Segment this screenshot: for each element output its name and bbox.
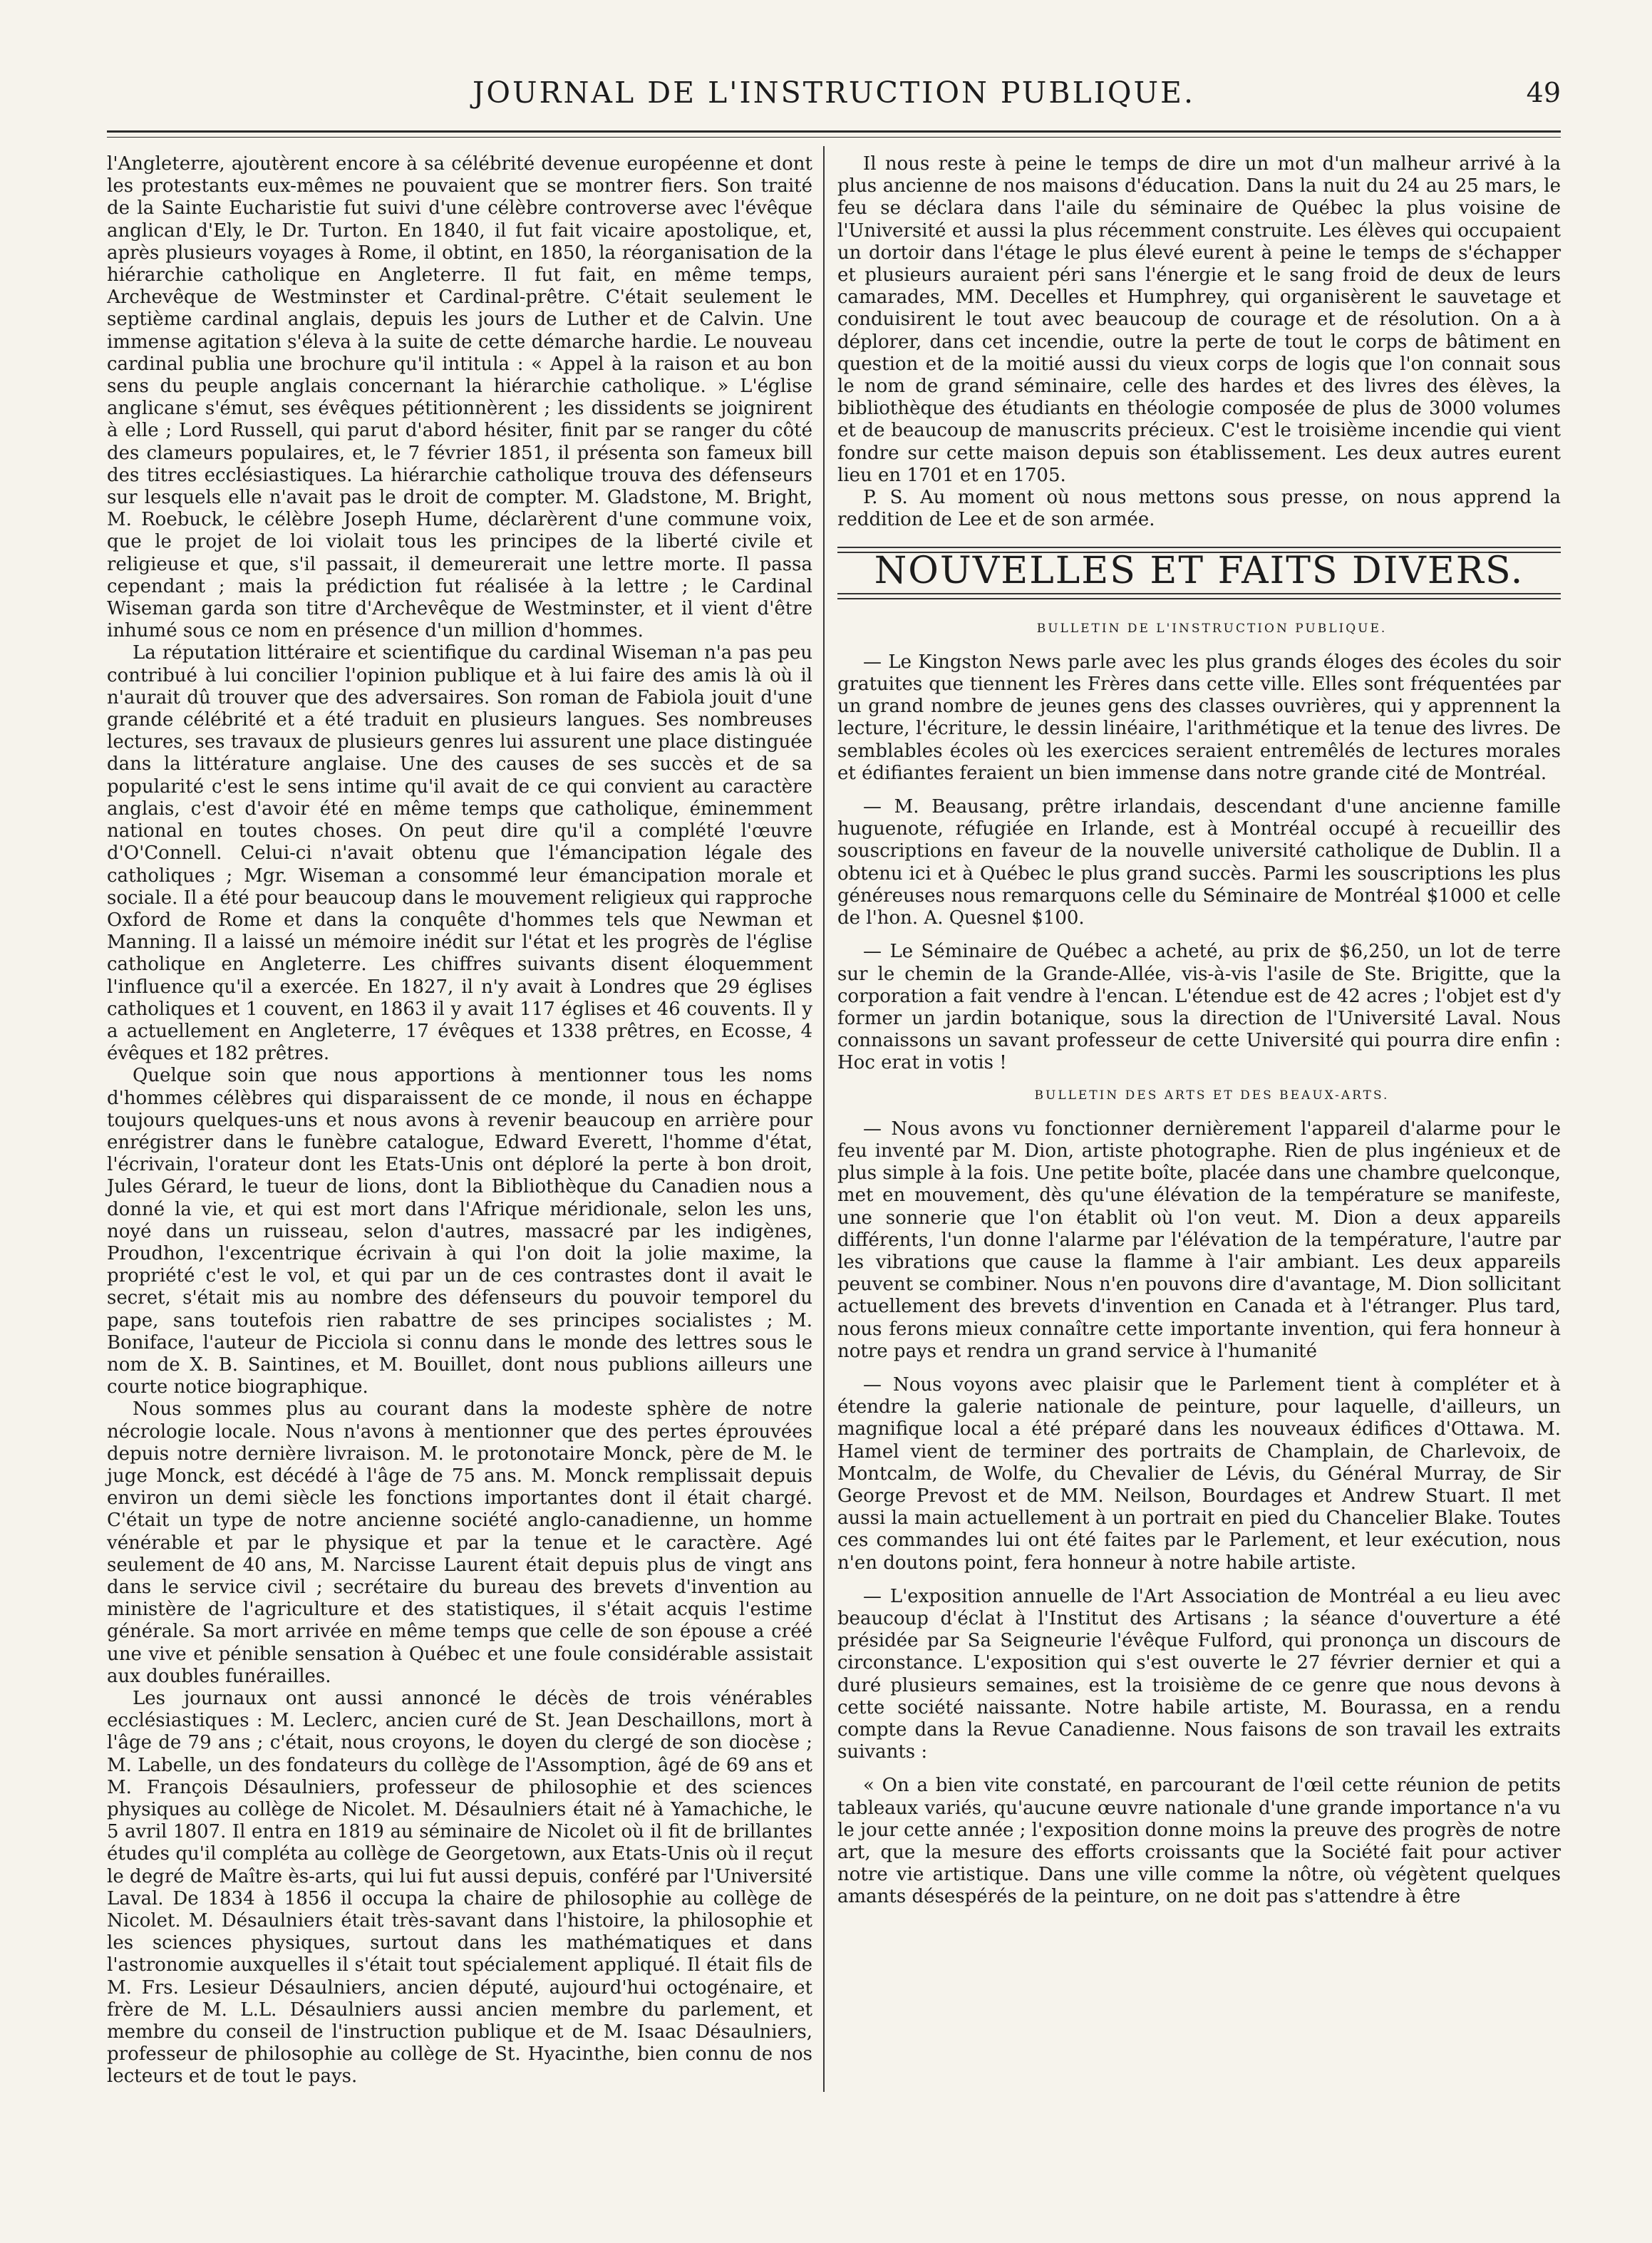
paragraph-wiseman-reputation: La réputation littéraire et scientifique du cardinal Wiseman n'a pas peu contribué à lui concilier l'opinion publique et à lui faire des amis là où il n'aurait dû trouver que des adversaires. Son roman de Fabiola jouit d'une grande célébrité et a été traduit en plusieurs langues. Ses nombreuses lectures, ses travaux de plusieurs genres lui assurent une place distinguée dans la littérature anglaise. Une des causes de ses succès et de sa popularité c'est le sens intime qu'il avait de ce qui convient au caractère anglais, c'est d'avoir été en même temps que catholique, éminemment national en toutes choses. On peut dire qu'il a complété l'œuvre d'O'Connell. Celui-ci n'avait obtenu que l'émancipation légale des catholiques ; Mgr. Wiseman a consommé leur émancipation morale et sociale. Il a été pour beaucoup dans le mouvement religieux qui rapproche Oxford de Rome et dans la conquête d'hommes tels que Newman et Manning. Il a laissé un mémoire inédit sur l'état et les progrès de l'église catholique en Angleterre. Les chiffres suivants disent éloquemment l'influence qu'il a exercée. En 1827, il n'y avait à Londres que 29 églises catholiques et 1 couvent, en 1863 il y avait 117 églises et 46 couvents. Il y a actuellement en Angleterre, 17 évêques et 1338 prêtres, en Ecosse, 4 évêques et 182 prêtres.	[107, 642, 812, 1065]
running-head	[107, 71, 1561, 114]
paragraph-postscript: P. S. Au moment où nous mettons sous presse, on nous apprend la reddition de Lee et de son armée.	[837, 487, 1561, 531]
section-title: NOUVELLES ET FAITS DIVERS.	[874, 550, 1524, 593]
bulletin-heading-arts: BULLETIN DES ARTS ET DES BEAUX-ARTS.	[1034, 1088, 1390, 1103]
page-number: 49	[1526, 77, 1561, 108]
news-item: — M. Beausang, prêtre irlandais, descendant d'une ancienne famille huguenote, réfugiée en Irlande, est à Montréal occupé à recueillir des souscriptions en faveur de la nouvelle université catholique de Dublin. Il a obtenu ici et à Québec le plus grand succès. Parmi les souscriptions les plus généreuses nous remarquons celle du Séminaire de Montréal $1000 et celle de l'hon. A. Quesnel $100.	[837, 796, 1561, 929]
paragraph-seminary-fire: Il nous reste à peine le temps de dire un mot d'un malheur arrivé à la plus ancienne de nos maisons d'éducation. Dans la nuit du 24 au 25 mars, le feu se déclara dans l'aile du séminaire de Québec la plus voisine de l'Université et aussi la plus récemment construite. Les élèves qui occupaient un dortoir dans l'étage le plus élevé eurent à peine le temps de s'échapper et plusieurs auraient péri sans l'énergie et le sang froid de deux de leurs camarades, MM. Decelles et Humphrey, qui organisèrent le sauvetage et conduisirent le tout avec beaucoup de courage et de résolution. On a à déplorer, dans cet incendie, outre la perte de tout le corps de bâtiment en question et de la moitié aussi du vieux corps de logis que l'on connait sous le nom de grand séminaire, celle des hardes et des livres des élèves, la bibliothèque des étudiants en théologie composée de plus de 3000 volumes et de beaucoup de manuscrits précieux. C'est le troisième incendie qui vient fondre sur cette maison depuis son établissement. Les deux autres eurent lieu en 1701 et en 1705.	[837, 153, 1561, 486]
quotation: « On a bien vite constaté, en parcourant de l'œil cette réunion de petits tableaux variés, qu'aucune œuvre nationale d'une grande importance n'a vu le jour cette année ; l'exposition donne moins la preuve des progrès de notre art, que la mesure des efforts croissants que la Société fait pour activer notre vie artistique. Dans une ville comme la nôtre, où végètent quelques amants désespérés de la peinture, on ne doit pas s'attendre à être	[837, 1775, 1561, 1908]
left-column	[107, 153, 812, 2088]
news-item: — Nous avons vu fonctionner dernièrement l'appareil d'alarme pour le feu inventé par M. Dion, artiste photographe. Rien de plus ingénieux et de plus simple à la fois. Une petite boîte, placée dans une chambre quelconque, met en mouvement, dès qu'une élévation de la température se manifeste, une sonnerie que l'on établit où l'on veut. M. Dion a deux appareils différents, l'un donne l'alarme par l'élévation de la température, l'autre par les vibrations que cause la flamme à l'air ambiant. Les deux appareils peuvent se combiner. Nous n'en pouvons dire d'avantage, M. Dion sollicitant actuellement des brevets d'invention en Canada et à l'étranger. Plus tard, nous ferons mieux connaître cette importante invention, qui fera honneur à notre pays et rendra un grand service à l'humanité	[837, 1118, 1561, 1362]
header-rule-thin	[107, 137, 1561, 138]
news-item: — L'exposition annuelle de l'Art Association de Montréal a eu lieu avec beaucoup d'éclat à l'Institut des Artisans ; la séance d'ouverture a été présidée par Sa Seigneurie l'évêque Fulford, qui prononça un discours de circonstance. L'exposition qui s'est ouverte le 27 février dernier et qui a duré plusieurs semaines, est la troisième de ce genre que nous devons à cette société naissante. Notre habile artiste, M. Bourassa, en a rendu compte dans la Revue Canadienne. Nous faisons de son travail les extraits suivants :	[837, 1585, 1561, 1763]
paragraph-wiseman-continued: l'Angleterre, ajoutèrent encore à sa célébrité devenue européenne et dont les protestants eux-mêmes ne pouvaient que se montrer fiers. Son traité de la Sainte Eucharistie fut suivi d'une célèbre controverse avec l'évêque anglican d'Ely, le Dr. Turton. En 1840, il fut fait vicaire apostolique, et, après plusieurs voyages à Rome, il obtint, en 1850, la réorganisation de la hiérarchie catholique en Angleterre. Il fut fait, en même temps, Archevêque de Westminster et Cardinal-prêtre. C'était seulement le septième cardinal anglais, depuis les jours de Luther et de Calvin. Une immense agitation s'éleva à la suite de cette démarche hardie. Le nouveau cardinal publia une brochure qu'il intitula : « Appel à la raison et au bon sens du peuple anglais concernant la hiérarchie catholique. » L'église anglicane s'émut, ses évêques pétitionnèrent ; les dissidents se joignirent à elle ; Lord Russell, qui parut d'abord hésiter, finit par se ranger du côté des clameurs populaires, et, le 7 février 1851, il présenta son fameux bill des titres ecclésiastiques. La hiérarchie catholique trouva des défenseurs sur lesquels elle n'avait pas le droit de compter. M. Gladstone, M. Bright, M. Roebuck, le célèbre Joseph Hume, déclarèrent d'une commune voix, que le projet de loi violait tous les principes de la liberté civile et religieuse et que, s'il passait, il demeurerait une lettre morte. Il passa cependant ; mais la prédiction fut réalisée à la lettre ; le Cardinal Wiseman garda son titre d'Archevêque de Westminster, et il vient d'être inhumé sous ce nom en présence d'un million d'hommes.	[107, 153, 812, 642]
running-title: JOURNAL DE L'INSTRUCTION PUBLIQUE.	[472, 76, 1195, 110]
news-item: — Le Kingston News parle avec les plus grands éloges des écoles du soir gratuites que tiennent les Frères dans cette ville. Elles sont fréquentées par un grand nombre de jeunes gens des classes ouvrières, qui y apprennent la lecture, l'écriture, le dessin linéaire, l'arithmétique et la tenue des livres. De semblables écoles où les exercices seraient entremêlés de lectures morales et édifiantes feraient un bien immense dans notre grande cité de Montréal.	[837, 651, 1561, 784]
bulletin-heading-instruction: BULLETIN DE L'INSTRUCTION PUBLIQUE.	[1036, 621, 1388, 636]
right-column	[837, 153, 1561, 1909]
paragraph-obituaries-local: Nous sommes plus au courant dans la modeste sphère de notre nécrologie locale. Nous n'avons à mentionner que des pertes éprouvées depuis notre dernière livraison. M. le protonotaire Monck, père de M. le juge Monck, est décédé à l'âge de 75 ans. M. Monck remplissait depuis environ un demi siècle les fonctions importantes dont il était chargé. C'était un type de notre ancienne société anglo-canadienne, un homme vénérable et par le physique et par la tenue et le caractère. Agé seulement de 40 ans, M. Narcisse Laurent était depuis plus de vingt ans dans le service civil ; secrétaire du bureau des brevets d'invention au ministère de l'agriculture et des statistiques, il s'était acquis l'estime générale. Sa mort arrivée en même temps que celle de son épouse a créé une vive et pénible sensation à Québec et une foule considérable assistait aux doubles funérailles.	[107, 1398, 812, 1687]
news-item: — Le Séminaire de Québec a acheté, au prix de $6,250, un lot de terre sur le chemin de la Grande-Allée, vis-à-vis l'asile de Ste. Brigitte, que la corporation a fait vendre à l'encan. L'étendue est de 42 acres ; l'objet est d'y former un jardin botanique, sous la direction de l'Université Laval. Nous connaissons un savant professeur de cette Université qui pourra dire enfin : Hoc erat in votis !	[837, 941, 1561, 1074]
paragraph-obituaries-foreign: Quelque soin que nous apportions à mentionner tous les noms d'hommes célèbres qui disparaissent de ce monde, il nous en échappe toujours quelques-uns et nous avons à revenir beaucoup en arrière pour enrégistrer dans le funèbre catalogue, Edward Everett, l'homme d'état, l'écrivain, l'orateur dont les Etats-Unis ont déploré la perte à bon droit, Jules Gérard, le tueur de lions, dont la Bibliothèque du Canadien nous a donné la vie, et qui est mort dans l'Afrique méridionale, selon les uns, noyé dans un ruisseau, selon d'autres, massacré par les indigènes, Proudhon, l'excentrique écrivain à qui l'on doit la jolie maxime, la propriété c'est le vol, et qui par un de ces contrastes dont il avait le secret, s'était mis au nombre des défenseurs du pouvoir temporel du pape, sans toutefois rien rabattre de ses principes socialistes ; M. Boniface, l'auteur de Picciola si connu dans le monde des lettres sous le nom de X. B. Saintines, et M. Bouillet, dont nous publions ailleurs une courte notice biographique.	[107, 1065, 812, 1398]
paragraph-obituaries-clergy: Les journaux ont aussi annoncé le décès de trois vénérables ecclésiastiques : M. Leclerc, ancien curé de St. Jean Deschaillons, mort à l'âge de 79 ans ; c'était, nous croyons, le doyen du clergé de son diocèse ; M. Labelle, un des fondateurs du collège de l'Assomption, âgé de 69 ans et M. François Désaulniers, professeur de philosophie et des sciences physiques au collège de Nicolet. M. Désaulniers était né à Yamachiche, le 5 avril 1807. Il entra en 1819 au séminaire de Nicolet où il fit de brillantes études qu'il compléta au collège de Georgetown, aux Etats-Unis où il reçut le degré de Maître ès-arts, qui lui fut aussi depuis, conféré par l'Université Laval. De 1834 à 1856 il occupa la chaire de philosophie au collège de Nicolet. M. Désaulniers était très-savant dans l'histoire, la philosophie et les sciences physiques, surtout dans les mathématiques et dans l'astronomie auxquelles il s'était tout spécialement appliqué. Il était fils de M. Frs. Lesieur Désaulniers, ancien député, aujourd'hui octogénaire, et frère de M. L.L. Désaulniers aussi ancien membre du parlement, et membre du conseil de l'instruction publique et de M. Isaac Désaulniers, professeur de philosophie au collège de St. Hyacinthe, bien connu de nos lecteurs et de tout le pays.	[107, 1688, 812, 2088]
column-divider	[823, 146, 825, 2092]
news-item: — Nous voyons avec plaisir que le Parlement tient à compléter et à étendre la galerie nationale de peinture, pour laquelle, d'ailleurs, un magnifique local a été préparé dans les nouveaux édifices d'Ottawa. M. Hamel vient de terminer des portraits de Champlain, de Charlevoix, de Montcalm, de Wolfe, du Chevalier de Lévis, du Général Murray, de Sir George Prevost et de MM. Neilson, Bourdages et Andrew Stuart. Il met aussi la main actuellement à un portrait en pied du Chancelier Blake. Toutes ces commandes lui ont été faites par le Parlement, et leur exécution, nous n'en doutons point, fera honneur à notre habile artiste.	[837, 1373, 1561, 1574]
header-rule	[107, 130, 1561, 133]
